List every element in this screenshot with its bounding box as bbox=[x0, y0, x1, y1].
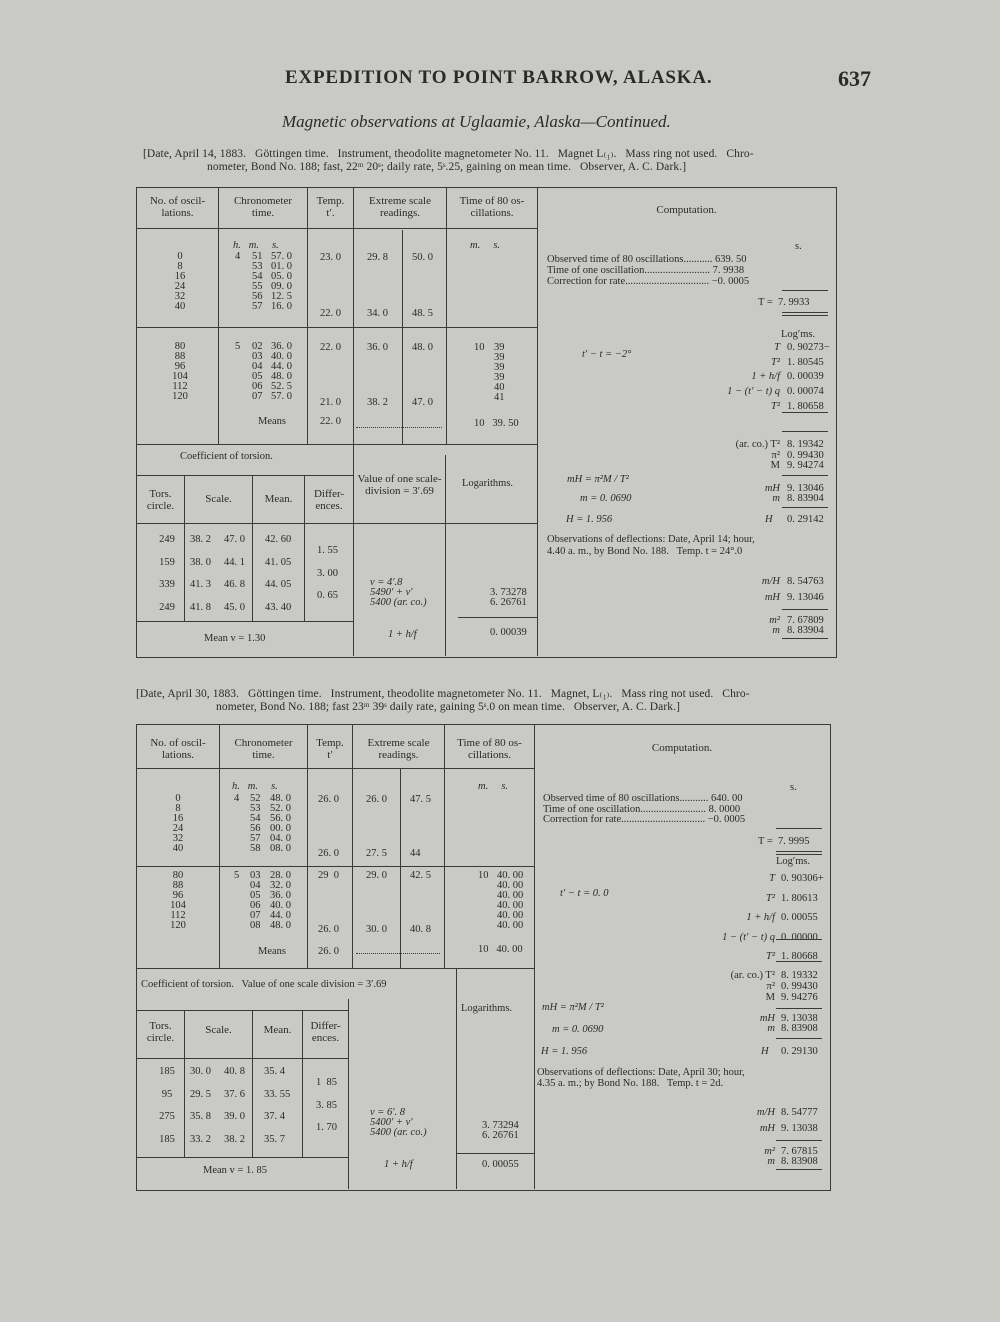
t2-comp-one-osc: Time of one oscillation......................... 8. 0000 bbox=[543, 804, 741, 815]
t1-H-log: 0. 29142 bbox=[787, 514, 824, 525]
t1-rule bbox=[782, 507, 828, 508]
t2-note-line1: [Date, April 30, 1883. Göttingen time. Instrument, theodolite magnetometer No. 11. Magnet, L₍₁₎. Mass ring not used. Chro- bbox=[136, 688, 750, 700]
running-title: EXPEDITION TO POINT BARROW, ALASKA. bbox=[285, 67, 713, 88]
t2-header-computation: Computation. bbox=[651, 742, 713, 754]
t1-arco-labels: (ar. co.) T² π² M bbox=[735, 439, 780, 471]
t1-osc-col-b: 80 88 96 104 112 120 bbox=[172, 341, 188, 403]
t2-mean-col: 35. 4 33. 55 37. 4 35. 7 bbox=[264, 1066, 291, 1145]
t1-rule bbox=[137, 444, 537, 445]
t2-comp-correction: Correction for rate................................ −0. 0005 bbox=[543, 814, 746, 825]
t1-defl-labels: m/H mH bbox=[761, 576, 780, 603]
t2-temp-b1: 29 0 bbox=[318, 870, 339, 881]
t1-H-label: H bbox=[765, 514, 773, 525]
t1-temp-b1: 22. 0 bbox=[320, 342, 341, 353]
t2-header-diff: Differ- ences. bbox=[310, 1020, 341, 1045]
t1-means-label: Means bbox=[258, 416, 286, 427]
t1-header-time80: Time of 80 os- cillations. bbox=[459, 195, 525, 220]
t1-one-plus-log: 0. 00039 bbox=[490, 627, 527, 638]
t2-header-time80: Time of 80 os- cillations. bbox=[457, 737, 522, 762]
t2-mean-v: Mean v = 1. 85 bbox=[203, 1165, 267, 1176]
t2-rule bbox=[456, 968, 457, 1189]
t1-rule bbox=[782, 431, 828, 432]
t1-t80-sec-col: 39 39 39 39 40 41 bbox=[494, 342, 505, 404]
t2-mH-formula: mH = π²M / T² bbox=[542, 1002, 604, 1013]
t2-min-col-b: 03 04 05 06 07 08 bbox=[250, 870, 261, 932]
t2-t-diff: t′ − t = 0. 0 bbox=[560, 888, 609, 899]
t1-scale-r-a1: 50. 0 bbox=[412, 252, 433, 263]
t1-means-temp: 22. 0 bbox=[320, 416, 341, 427]
t2-scale-r-a1: 47. 5 bbox=[410, 794, 431, 805]
t2-comp-T: T = 7. 9995 bbox=[758, 836, 810, 847]
t2-temp-a1: 26. 0 bbox=[318, 794, 339, 805]
t2-rule bbox=[137, 866, 534, 867]
t1-rule bbox=[137, 475, 353, 476]
t1-comp-unit-s: s. bbox=[795, 241, 802, 252]
t2-rule bbox=[534, 725, 535, 1189]
t2-scale1-col: 30. 0 29. 5 35. 8 33. 2 bbox=[190, 1066, 211, 1145]
t2-t80-sec-col: 40. 00 40. 00 40. 00 40. 00 40. 00 40. 00 bbox=[497, 870, 524, 932]
t2-scale-r-b2: 40. 8 bbox=[410, 924, 431, 935]
t1-rule bbox=[445, 455, 446, 656]
t1-scale1-col: 38. 2 38. 0 41. 3 41. 8 bbox=[190, 534, 211, 613]
t1-log-values: 0. 90273− 1. 80545 0. 00039 0. 00074 1. 80658 bbox=[787, 342, 830, 412]
t1-units-ms: m. s. bbox=[470, 240, 501, 251]
t1-scale-l-b2: 38. 2 bbox=[367, 397, 388, 408]
t2-diff-col: 1 85 3. 85 1. 70 bbox=[316, 1077, 337, 1134]
t2-rule bbox=[776, 1140, 822, 1141]
t2-header-oscillations: No. of oscil- lations. bbox=[150, 737, 206, 762]
t2-scale2-col: 40. 8 37. 6 39. 0 38. 2 bbox=[224, 1066, 245, 1145]
t1-value-scale: Value of one scale- division = 3′.69 bbox=[357, 473, 442, 498]
t2-sec-col-a: 48. 0 52. 0 56. 0 00. 0 04. 0 08. 0 bbox=[270, 793, 291, 855]
t2-rule bbox=[776, 854, 822, 855]
t1-coef-title: Coefficient of torsion. bbox=[180, 451, 273, 462]
t2-header-scale: Extreme scale readings. bbox=[367, 737, 430, 762]
t2-header-temp: Temp. t′ bbox=[316, 737, 344, 762]
t2-log-labels: T T² 1 + h/f 1 − (t′ − t) q T² bbox=[722, 873, 775, 962]
t2-comp-observed: Observed time of 80 oscillations........... 640. 00 bbox=[543, 793, 743, 804]
t2-defl2-values: 7. 67815 8. 83908 bbox=[781, 1146, 818, 1168]
page-subtitle: Magnetic observations at Uglaamie, Alaska—Continued. bbox=[282, 112, 671, 131]
t2-temp-a2: 26. 0 bbox=[318, 848, 339, 859]
t2-rule bbox=[137, 1157, 348, 1158]
t2-deflections-line1: Observations of deflections: Date, April 30; hour, bbox=[537, 1067, 745, 1078]
t2-means-label: Means bbox=[258, 946, 286, 957]
t1-rule bbox=[782, 315, 828, 316]
t1-sec-col-a: 57. 0 01. 0 05. 0 09. 0 12. 5 16. 0 bbox=[271, 251, 292, 313]
t2-rule bbox=[776, 961, 822, 962]
t1-units-hms: h. m. s. bbox=[233, 240, 279, 251]
t1-H-value: H = 1. 956 bbox=[566, 514, 613, 525]
t2-header-mean: Mean. bbox=[263, 1024, 292, 1036]
t2-deflections-line2: 4.35 a. m.; by Bond No. 188. Temp. t = 2d. bbox=[537, 1078, 724, 1089]
t2-scale-l-b2: 30. 0 bbox=[366, 924, 387, 935]
t1-rule bbox=[353, 523, 537, 524]
t1-rule bbox=[307, 188, 308, 444]
t1-header-tors: Tors. circle. bbox=[146, 488, 175, 513]
t2-arco-values: 8. 19332 0. 99430 9. 94276 bbox=[781, 970, 818, 1003]
page-number: 637 bbox=[838, 66, 871, 91]
t1-header-chronometer: Chronometer time. bbox=[233, 195, 293, 220]
t2-scale-l-a1: 26. 0 bbox=[366, 794, 387, 805]
t1-rule bbox=[782, 312, 828, 313]
t1-comp-observed: Observed time of 80 oscillations........... 639. 50 bbox=[547, 254, 747, 265]
t2-means-dots bbox=[356, 953, 440, 954]
t1-header-diff: Differ- ences. bbox=[313, 488, 345, 513]
t1-hour-a: 4 bbox=[235, 251, 241, 262]
t1-scale-l-b1: 36. 0 bbox=[367, 342, 388, 353]
t1-temp-a2: 22. 0 bbox=[320, 308, 341, 319]
t1-hour-b: 5 bbox=[235, 341, 241, 352]
t1-rule bbox=[353, 188, 354, 656]
t2-units-ms: m. s. bbox=[478, 781, 509, 792]
t2-rule bbox=[307, 725, 308, 968]
t1-log-labels: T T² 1 + h/f 1 − (t′ − t) q T² bbox=[727, 342, 780, 412]
t2-rule bbox=[352, 725, 353, 968]
t2-min-col-a: 52 53 54 56 57 58 bbox=[250, 793, 261, 855]
t1-mean-col: 42. 60 41. 05 44. 05 43. 40 bbox=[265, 534, 292, 613]
t2-rule bbox=[776, 828, 822, 829]
t1-min-col-b: 02 03 04 05 06 07 bbox=[252, 341, 263, 403]
t1-deflections-line2: 4.40 a. m., by Bond No. 188. Temp. t = 24°.0 bbox=[547, 546, 743, 557]
t1-comp-one-osc: Time of one oscillation......................... 7. 9938 bbox=[547, 265, 745, 276]
t1-scale2-col: 47. 0 44. 1 46. 8 45. 0 bbox=[224, 534, 245, 613]
t2-comp-unit-s: s. bbox=[790, 782, 797, 793]
t2-scale-l-b1: 29. 0 bbox=[366, 870, 387, 881]
t1-comp-T: T = 7. 9933 bbox=[758, 297, 810, 308]
t1-t80-min: 10 bbox=[474, 342, 485, 353]
t1-mean-v: Mean v = 1.30 bbox=[204, 633, 266, 644]
t2-scale-l-a2: 27. 5 bbox=[366, 848, 387, 859]
t1-min-col-a: 51 53 54 55 56 57 bbox=[252, 251, 263, 313]
t1-rule bbox=[458, 617, 537, 618]
t2-note-line2: nometer, Bond No. 188; fast 23ᵐ 39ˢ daily rate, gaining 5ˢ.0 on mean time. Observer, A. C. Dark.] bbox=[216, 701, 681, 713]
t2-mHm-labels: mH m bbox=[759, 1013, 775, 1035]
t2-rule bbox=[776, 1169, 822, 1170]
t1-rule bbox=[782, 638, 828, 639]
t2-H-log: 0. 29130 bbox=[781, 1046, 818, 1057]
t1-defl2-values: 7. 67809 8. 83904 bbox=[787, 615, 824, 637]
t1-header-oscillations: No. of oscil- lations. bbox=[149, 195, 206, 220]
t1-v-text: v = 4′.8 5490′ + v′ 5400 (ar. co.) bbox=[370, 577, 427, 609]
t2-v-logs: 3. 73294 6. 26761 bbox=[482, 1120, 519, 1142]
t1-rule bbox=[782, 475, 828, 476]
t2-one-plus-hf: 1 + h/f bbox=[384, 1159, 413, 1170]
t1-rule bbox=[782, 412, 828, 413]
t1-defl2-labels: m² m bbox=[769, 615, 780, 637]
t1-sec-col-b: 36. 0 40. 0 44. 0 48. 0 52. 5 57. 0 bbox=[271, 341, 292, 403]
t1-means-t80: 10 39. 50 bbox=[474, 418, 519, 429]
t2-logms: Log′ms. bbox=[776, 856, 811, 867]
t1-rule bbox=[137, 621, 353, 622]
t1-rule bbox=[782, 290, 828, 291]
t2-hour-b: 5 bbox=[234, 870, 240, 881]
t2-coef-title: Coefficient of torsion. Value of one scale division = 3′.69 bbox=[141, 979, 387, 990]
t2-rule bbox=[776, 939, 822, 940]
t1-mHm-values: 9. 13046 8. 83904 bbox=[787, 483, 824, 505]
t2-m-value: m = 0. 0690 bbox=[552, 1024, 604, 1035]
t1-arco-values: 8. 19342 0. 99430 9. 94274 bbox=[787, 439, 824, 471]
t2-logarithms-header: Logarithms. bbox=[461, 1003, 513, 1014]
t2-rule bbox=[400, 768, 401, 968]
t2-t80-min: 10 bbox=[478, 870, 489, 881]
t1-tors-col: 249 159 339 249 bbox=[159, 534, 175, 613]
t2-means-temp: 26. 0 bbox=[318, 946, 339, 957]
t1-logms: Log′ms. bbox=[781, 329, 816, 340]
t2-rule bbox=[456, 1153, 534, 1154]
t2-arco-labels: (ar. co.) T² π² M bbox=[730, 970, 775, 1003]
t2-rule bbox=[348, 999, 349, 1189]
t1-rule bbox=[402, 230, 403, 444]
t2-osc-col-b: 80 88 96 104 112 120 bbox=[170, 870, 186, 932]
t1-header-scale: Extreme scale readings. bbox=[369, 195, 431, 220]
t1-defl-values: 8. 54763 9. 13046 bbox=[787, 576, 824, 603]
t1-header-scale2: Scale. bbox=[205, 493, 232, 505]
t2-scale-r-b1: 42. 5 bbox=[410, 870, 431, 881]
t2-rule bbox=[219, 725, 220, 968]
t2-rule bbox=[776, 851, 822, 852]
t1-header-mean: Mean. bbox=[264, 493, 293, 505]
t2-log-values: 0. 90306+ 1. 80613 0. 00055 0. 00000 1. 80668 bbox=[781, 873, 824, 962]
t1-note-line1: [Date, April 14, 1883. Göttingen time. Instrument, theodolite magnetometer No. 11. Magnet L₍₁₎. Mass ring not used. Chro- bbox=[143, 148, 754, 160]
t2-scale-r-a2: 44 bbox=[410, 848, 421, 859]
t2-header-tors: Tors. circle. bbox=[146, 1020, 175, 1045]
t1-deflections-line1: Observations of deflections: Date, April 14; hour, bbox=[547, 534, 755, 545]
t1-means-dots bbox=[356, 427, 442, 428]
t1-diff-col: 1. 55 3. 00 0. 65 bbox=[317, 545, 338, 602]
t2-sec-col-b: 28. 0 32. 0 36. 0 40. 0 44. 0 48. 0 bbox=[270, 870, 291, 932]
t1-scale-l-a2: 34. 0 bbox=[367, 308, 388, 319]
t2-tors-col: 185 95 275 185 bbox=[159, 1066, 175, 1145]
t1-temp-a1: 23. 0 bbox=[320, 252, 341, 263]
t1-header-computation: Computation. bbox=[656, 204, 717, 216]
t2-hour-a: 4 bbox=[234, 793, 240, 804]
t1-m-value: m = 0. 0690 bbox=[580, 493, 632, 504]
t2-mHm-values: 9. 13038 8. 83908 bbox=[781, 1013, 818, 1035]
t2-rule bbox=[137, 1010, 348, 1011]
t1-v-logs: 3. 73278 6. 26761 bbox=[490, 587, 527, 609]
t1-rule bbox=[782, 609, 828, 610]
t1-rule bbox=[137, 327, 537, 328]
t1-rule bbox=[218, 188, 219, 444]
t2-means-t80: 10 40. 00 bbox=[478, 944, 523, 955]
t2-one-plus-log: 0. 00055 bbox=[482, 1159, 519, 1170]
t1-rule bbox=[446, 188, 447, 444]
t1-comp-correction: Correction for rate................................ −0. 0005 bbox=[547, 276, 750, 287]
t2-rule bbox=[776, 1038, 822, 1039]
t1-scale-r-b2: 47. 0 bbox=[412, 397, 433, 408]
t2-H-label: H bbox=[761, 1046, 769, 1057]
t2-rule bbox=[137, 768, 534, 769]
t2-defl-values: 8. 54777 9. 13038 bbox=[781, 1107, 818, 1134]
t1-scale-r-a2: 48. 5 bbox=[412, 308, 433, 319]
t1-temp-b2: 21. 0 bbox=[320, 397, 341, 408]
t2-temp-b2: 26. 0 bbox=[318, 924, 339, 935]
t2-v-text: v = 6′. 8 5400′ + v′ 5400 (ar. co.) bbox=[370, 1107, 427, 1139]
t2-header-chronometer: Chronometer time. bbox=[234, 737, 293, 762]
t1-note-line2: nometer, Bond No. 188; fast, 22ᵐ 20ˢ; daily rate, 5ˢ.25, gaining on mean time. Observer, A. C. Dark.] bbox=[207, 161, 687, 173]
t2-osc-col-a: 0 8 16 24 32 40 bbox=[172, 793, 184, 855]
t1-mHm-labels: mH m bbox=[764, 483, 780, 505]
t2-header-scale2: Scale. bbox=[205, 1024, 232, 1036]
t2-H-value: H = 1. 956 bbox=[541, 1046, 588, 1057]
t1-osc-col-a: 0 8 16 24 32 40 bbox=[174, 251, 186, 313]
t2-rule bbox=[137, 1058, 348, 1059]
t1-t-diff: t′ − t = −2° bbox=[582, 349, 632, 360]
t1-logarithms-header: Logarithms. bbox=[462, 478, 514, 489]
t1-rule bbox=[137, 523, 353, 524]
t1-header-temp: Temp. t′. bbox=[316, 195, 345, 220]
t1-one-plus-hf: 1 + h/f bbox=[388, 629, 417, 640]
t2-rule bbox=[444, 725, 445, 968]
t1-scale-l-a1: 29. 8 bbox=[367, 252, 388, 263]
t2-defl-labels: m/H mH bbox=[756, 1107, 775, 1134]
t1-mH-formula: mH = π²M / T² bbox=[567, 474, 629, 485]
t2-defl2-labels: m² m bbox=[764, 1146, 775, 1168]
t2-units-hms: h. m. s. bbox=[232, 781, 278, 792]
t1-rule bbox=[537, 188, 538, 656]
t2-rule bbox=[137, 968, 534, 969]
t1-rule bbox=[137, 228, 537, 229]
t1-scale-r-b1: 48. 0 bbox=[412, 342, 433, 353]
t2-rule bbox=[776, 1008, 822, 1009]
